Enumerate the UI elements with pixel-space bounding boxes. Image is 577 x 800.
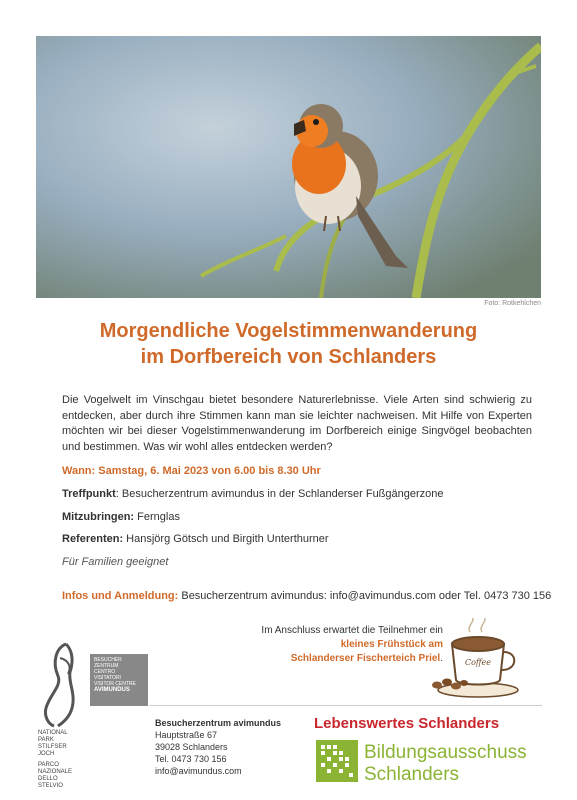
robin-photo	[36, 36, 541, 298]
breakfast-line2: kleines Frühstück am	[340, 639, 443, 650]
contact-street: Hauptstraße 67	[155, 730, 218, 740]
family-note: Für Familien geeignet	[62, 556, 169, 568]
park-line: STELVIO	[38, 783, 63, 789]
park-line: NAZIONALE	[38, 769, 73, 775]
logo-box-line3: CENTRO	[94, 669, 116, 675]
page-title-line2: im Dorfbereich von Schlanders	[140, 346, 437, 368]
park-line: PARCO	[38, 762, 59, 768]
page-title-line1: Morgendliche Vogelstimmenwanderung	[99, 320, 478, 342]
bring-along	[62, 511, 180, 523]
bildung-line2: Schlanders	[364, 764, 460, 785]
info-registration	[62, 590, 551, 602]
info-label: Infos und Anmeldung:	[62, 590, 179, 602]
contact-name: Besucherzentrum avimundus	[155, 718, 282, 728]
park-line: NATIONAL	[38, 730, 68, 736]
logo-box-line2: ZENTRUM	[94, 663, 119, 669]
event-date: Wann: Samstag, 6. Mai 2023 von 6.00 bis 8.30 Uhr	[62, 465, 321, 477]
breakfast-line3-end: .	[440, 653, 443, 664]
eagle-icon	[38, 638, 92, 730]
coffee-beans-icon	[430, 672, 470, 694]
logo-box-line4: VISITATORI	[94, 675, 121, 681]
avimundus-logo	[38, 638, 148, 800]
logo-box-line1: BESUCHER	[94, 657, 122, 663]
meeting-point	[62, 488, 444, 500]
contact-block	[155, 717, 281, 777]
breakfast-note	[230, 624, 443, 666]
bildung-line1: Bildungsausschuss	[364, 742, 527, 763]
park-line: DELLO	[38, 776, 58, 782]
bring-value: Fernglas	[134, 511, 180, 523]
speakers	[62, 533, 329, 545]
contact-city: 39028 Schlanders	[155, 742, 228, 752]
meeting-label: Treffpunkt	[62, 488, 116, 500]
bring-label: Mitzubringen:	[62, 511, 135, 523]
park-line: PARK	[38, 737, 54, 743]
logo-box-line5: VISITOR CENTRE	[94, 681, 136, 687]
speakers-value: Hansjörg Götsch und Birgith Unterthurner	[123, 533, 329, 545]
meeting-value: : Besucherzentrum avimundus in der Schlanderser Fußgängerzone	[115, 488, 444, 500]
logo-box-name: AVIMUNDUS	[94, 687, 130, 693]
footer-divider	[150, 705, 542, 706]
breakfast-line3: Schlanderser Fischerteich Priel	[290, 653, 441, 664]
contact-phone: Tel. 0473 730 156	[155, 754, 227, 764]
cup-label: Coffee	[464, 658, 492, 667]
robin-illustration	[36, 36, 541, 298]
intro-paragraph: Die Vogelwelt im Vinschgau bietet besondere Naturerlebnisse. Viele Arten sind schwierig zu entdecken, aber durch ihre Stimmen kann man sie leichter nachweisen. Mit Hilfe von Experten möchten wir bei dieser Vogelstimmenwanderung im Dorfbereich einige Singvögel beobachten und bestimmen. Was wir wohl alles entdecken werden?	[62, 394, 532, 453]
breakfast-line1: Im Anschluss erwartet die Teilnehmer ein	[261, 625, 443, 636]
national-park-text	[38, 730, 72, 790]
bildungsausschuss-text	[364, 742, 527, 786]
speakers-label: Referenten:	[62, 533, 124, 545]
bildungsausschuss-icon	[316, 740, 358, 782]
contact-email[interactable]: info@avimundus.com	[155, 766, 242, 776]
lebenswertes-schlanders-logo: Lebenswertes Schlanders	[314, 715, 500, 732]
visitor-centre-box	[90, 654, 148, 706]
photo-credit: Foto: Rotkehlchen	[484, 300, 541, 307]
park-line: JOCH	[38, 751, 55, 757]
info-value: Besucherzentrum avimundus: info@avimundus.com oder Tel. 0473 730 156	[178, 590, 552, 602]
park-line: STILFSER	[38, 744, 67, 750]
